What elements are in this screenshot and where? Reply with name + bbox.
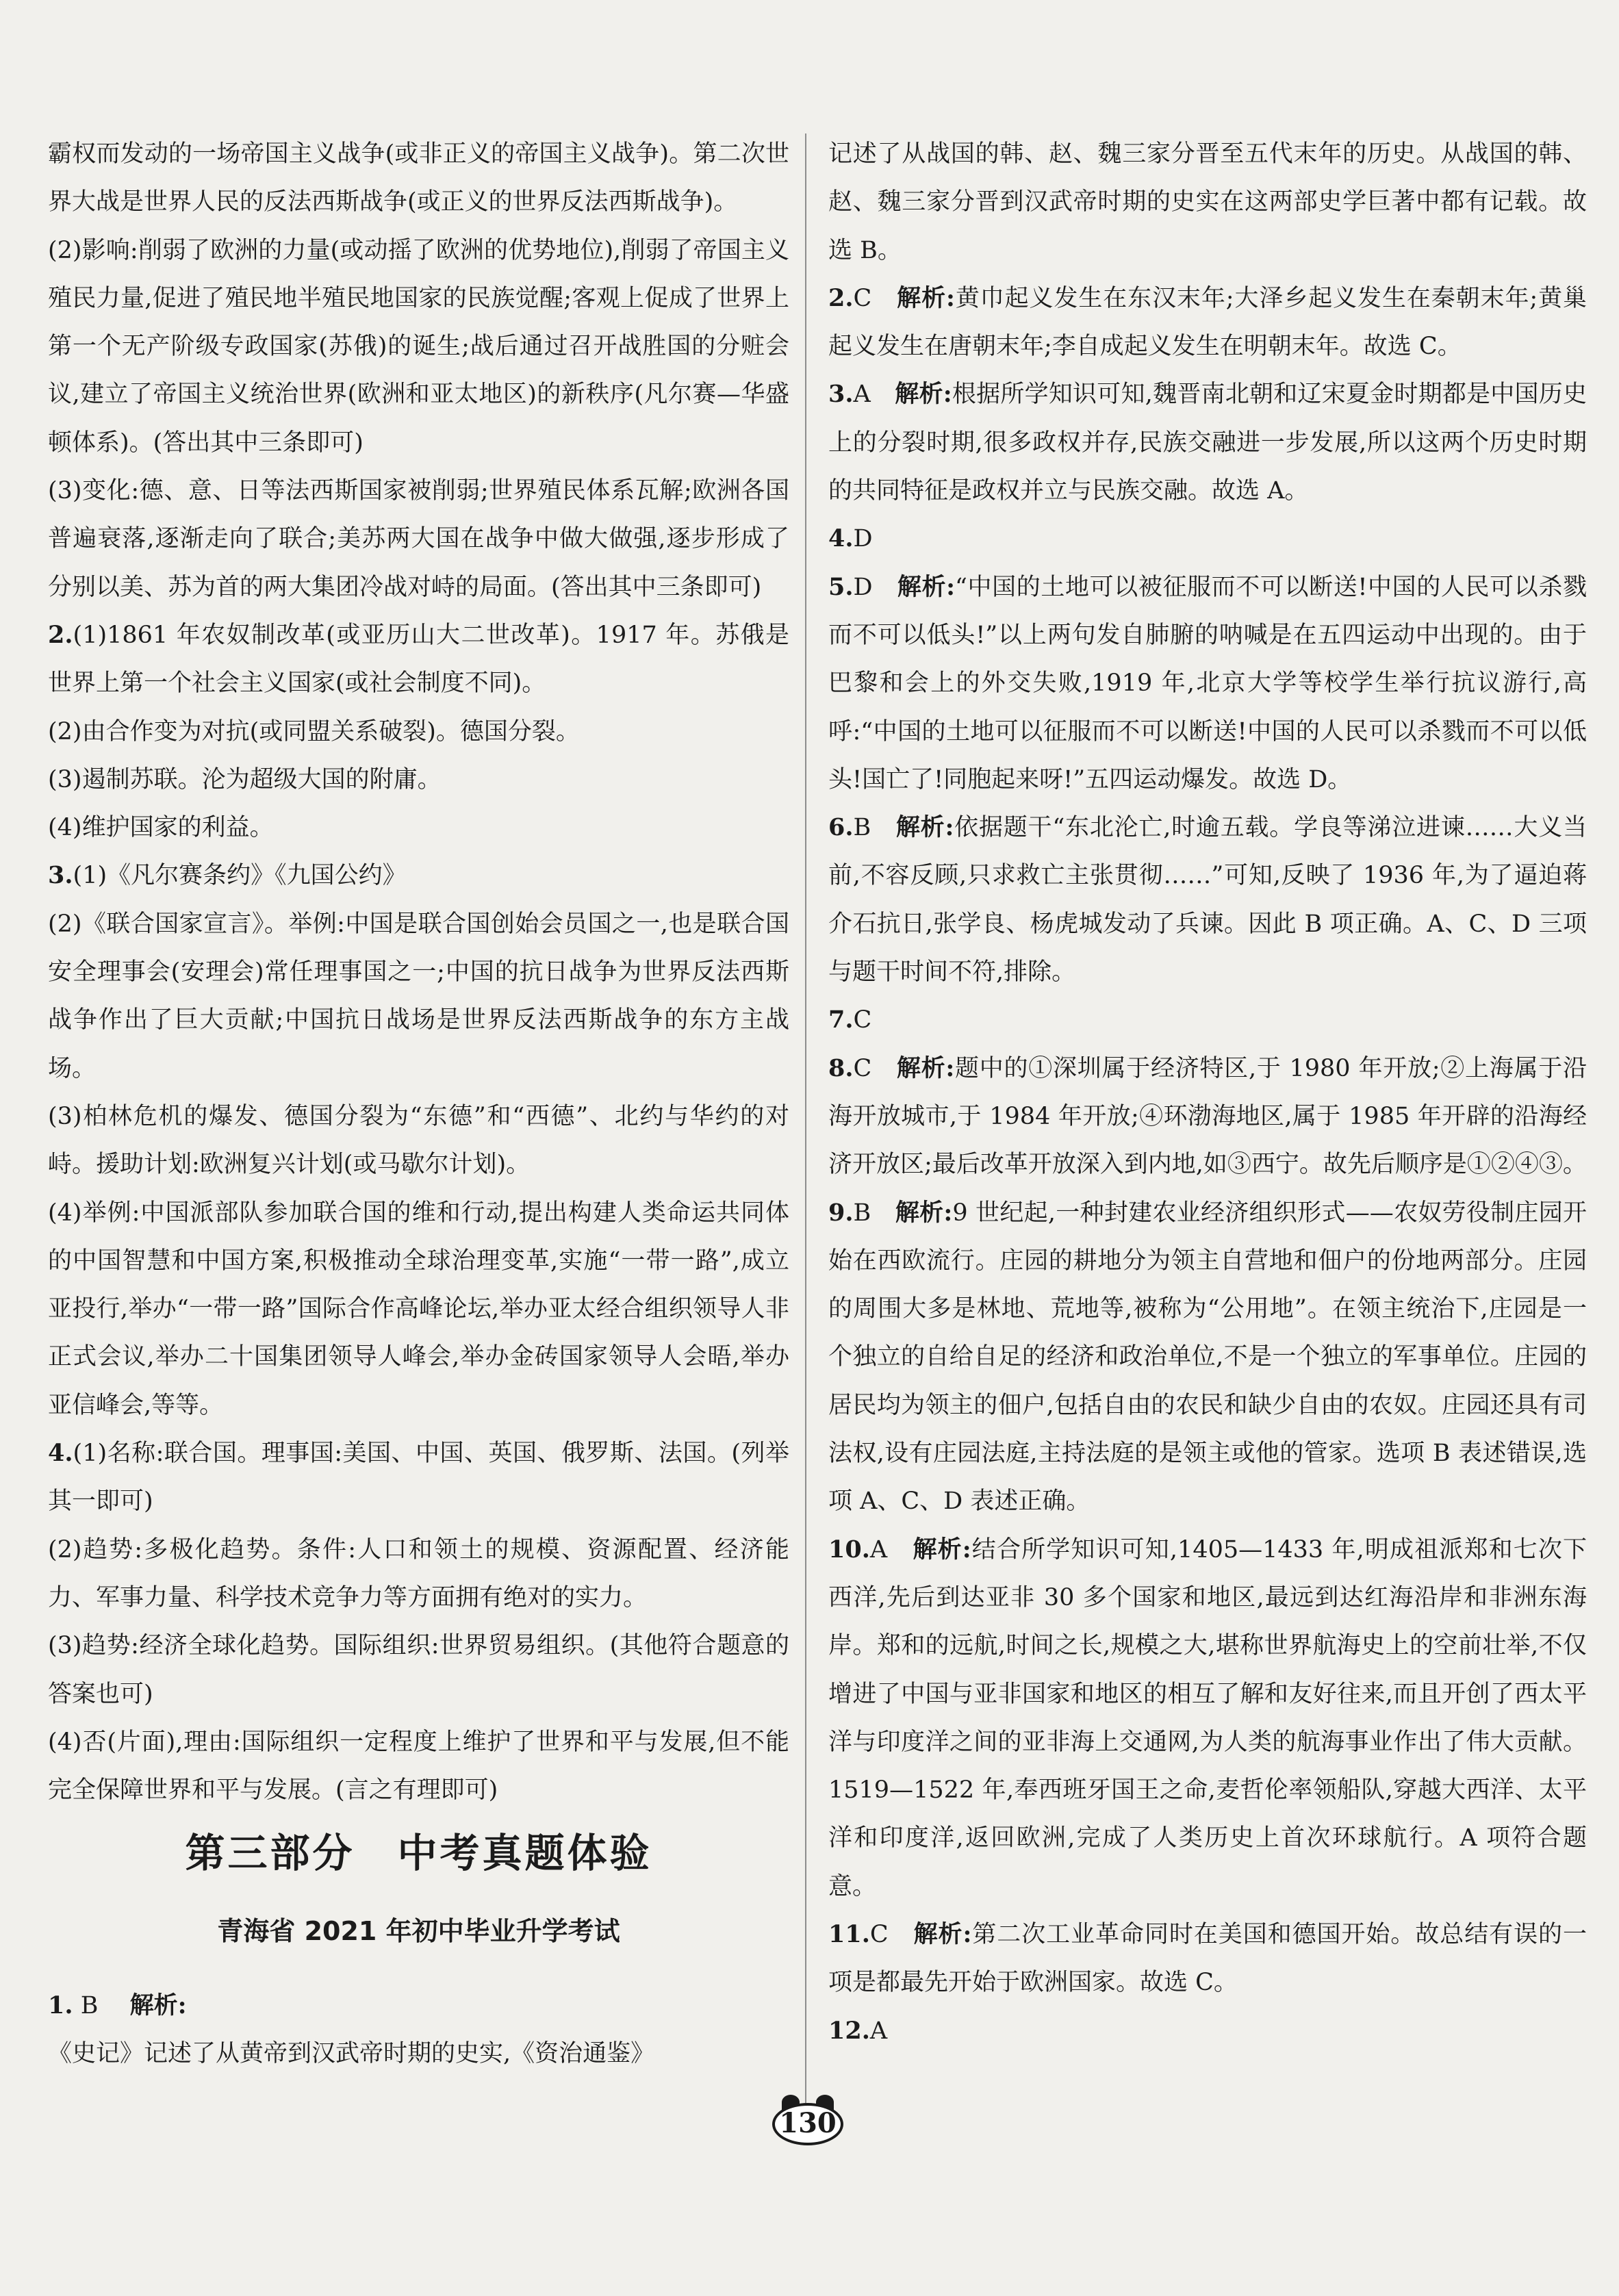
question-4 <box>48 1429 789 1814</box>
answer-item <box>828 1045 1587 1189</box>
question-2 <box>48 611 789 852</box>
answer-item <box>828 2007 1587 2055</box>
answer-choice: B <box>80 1992 99 2019</box>
intro-block <box>48 130 789 611</box>
analysis-label: 解析: <box>896 1054 955 1082</box>
answer-item <box>828 804 1587 996</box>
question-number: 2. <box>48 620 73 649</box>
answer-line: (1)《凡尔赛条约》《九国公约》 <box>73 862 407 890</box>
question-number: 3. <box>48 861 73 890</box>
analysis-text: 题中的①深圳属于经济特区,于 1980 年开放;②上海属于沿海开放城市,于 1984 年开放;④环渤海地区,属于 1985 年开辟的沿海经济开放区;最后改革开放深入到内地,如③西宁。故先后顺序是①②④③。 <box>828 1054 1587 1179</box>
exam-title: 青海省 2021 年初中毕业升学考试 <box>217 1916 620 1946</box>
answers-list <box>828 275 1587 2055</box>
page-number: 130 <box>779 2107 837 2139</box>
answer-choice: C <box>853 1054 872 1082</box>
answer-line: (3)遏制苏联。沦为超级大国的附庸。 <box>48 765 442 793</box>
question-number: 7. <box>828 1006 854 1034</box>
answer-item <box>828 1526 1587 1911</box>
answer-line: (1)名称:联合国。理事国:美国、中国、英国、俄罗斯、法国。(列举其一即可) <box>48 1440 789 1516</box>
analysis-label: 解析: <box>913 1535 971 1564</box>
page-number-badge <box>760 2095 856 2154</box>
question-number: 5. <box>828 572 854 601</box>
answer-line: (3)趋势:经济全球化趋势。国际组织:世界贸易组织。(其他符合题意的答案也可) <box>48 1632 789 1708</box>
answer-item <box>828 370 1587 515</box>
answer-line: (4)维护国家的利益。 <box>48 814 274 842</box>
analysis-label: 解析: <box>895 1198 953 1227</box>
question-number: 4. <box>48 1439 73 1468</box>
intro-line: (2)影响:削弱了欧洲的力量(或动摇了欧洲的优势地位),削弱了帝国主义殖民力量,促进了殖民地半殖民地国家的民族觉醒;客观上促成了世界上第一个无产阶级专政国家(苏俄)的诞生;战后通过召开战胜国的分赃会议,建立了帝国主义统治世界(欧洲和亚太地区)的新秩序(凡尔赛—华盛顿体系)。(答出其中三条即可) <box>48 236 789 457</box>
analysis-text: 《史记》记述了从黄帝到汉武帝时期的史实,《资治通鉴》 <box>48 2040 655 2067</box>
answer-choice: A <box>869 1535 888 1564</box>
analysis-text: “中国的土地可以被征服而不可以断送!中国的人民可以杀戮而不可以低头!”以上两句发自肺腑的呐喊是在五四运动中出现的。由于巴黎和会上的外交失败,1919 年,北京大学等校学生举行抗议游行,高呼:“中国的土地可以征服而不可以断送!中国的人民可以杀戮而不可以低头!国亡了!同胞起来呀!”五四运动爆发。故选 D。 <box>828 573 1587 793</box>
analysis-text: 依据题干“东北沦亡,时逾五载。学良等涕泣进谏……大义当前,不容反顾,只求救亡主张贯彻……”可知,反映了 1936 年,为了逼迫蒋介石抗日,张学良、杨虎城发动了兵谏。因此 B 项正确。A、C、D 三项与题干时间不符,排除。 <box>828 814 1587 986</box>
analysis-text: 根据所学知识可知,魏晋南北朝和辽宋夏金时期都是中国历史上的分裂时期,很多政权并存,民族交融进一步发展,所以这两个历史时期的共同特征是政权并立与民族交融。故选 A。 <box>828 381 1587 505</box>
analysis-label: 解析: <box>895 380 952 409</box>
analysis-text: 9 世纪起,一种封建农业经济组织形式——农奴劳役制庄园开始在西欧流行。庄园的耕地分为领主自营地和佃户的份地两部分。庄园的周围大多是林地、荒地等,被称为“公用地”。在领主统治下,庄园是一个独立的自给自足的经济和政治单位,不是一个独立的军事单位。庄园的居民均为领主的佃户,包括自由的农民和缺少自由的农奴。庄园还具有司法权,设有庄园法庭,主持法庭的是领主或他的管家。选项 B 表述错误,选项 A、C、D 表述正确。 <box>828 1199 1587 1516</box>
answer-choice: D <box>853 573 873 601</box>
analysis-label: 解析: <box>897 572 955 601</box>
answer-choice: C <box>853 284 872 312</box>
answer-line: (4)否(片面),理由:国际组织一定程度上维护了世界和平与发展,但不能完全保障世界和平与发展。(言之有理即可) <box>48 1728 789 1804</box>
answer-choice: A <box>869 2017 888 2045</box>
answer-item <box>828 515 1587 563</box>
question-number: 1. <box>48 1991 73 2019</box>
answer-item <box>828 996 1587 1044</box>
answer-line: (4)举例:中国派部队参加联合国的维和行动,提出构建人类命运共同体的中国智慧和中国方案,积极推动全球治理变革,实施“一带一路”,成立亚投行,举办“一带一路”国际合作高峰论坛,举办亚太经合组织领导人非正式会议,举办二十国集团领导人峰会,举办金砖国家领导人会晤,举办亚信峰会,等等。 <box>48 1199 789 1419</box>
analysis-label: 解析: <box>913 1919 972 1948</box>
answer-line: (3)柏林危机的爆发、德国分裂为“东德”和“西德”、北约与华约的对峙。援助计划:欧洲复兴计划(或马歇尔计划)。 <box>48 1102 789 1179</box>
analysis-label: 解析: <box>895 813 954 842</box>
question-number: 12. <box>828 2016 870 2045</box>
column-divider <box>805 133 806 2132</box>
answer-choice: A <box>853 381 871 409</box>
left-column <box>48 130 789 1814</box>
answer-line: (2)趋势:多极化趋势。条件:人口和领土的规模、资源配置、经济能力、军事力量、科学技术竞争力等方面拥有绝对的实力。 <box>48 1535 789 1611</box>
question-number: 3. <box>828 380 854 409</box>
answer-choice: B <box>853 814 871 842</box>
question-number: 9. <box>828 1198 854 1227</box>
answer-choice: C <box>853 1006 872 1034</box>
answer-choice: B <box>853 1199 871 1227</box>
question-number: 4. <box>828 524 854 553</box>
question-number: 6. <box>828 813 854 842</box>
analysis-label: 解析: <box>129 1991 187 2019</box>
right-column <box>828 130 1587 2055</box>
answer-choice: C <box>869 1920 889 1948</box>
answer-item <box>828 563 1587 804</box>
question-number: 2. <box>828 283 854 312</box>
intro-line: 霸权而发动的一场帝国主义战争(或非正义的帝国主义战争)。第二次世界大战是世界人民的反法西斯战争(或正义的世界反法西斯战争)。 <box>48 140 789 216</box>
answer-line: (2)《联合国家宣言》。举例:中国是联合国创始会员国之一,也是联合国安全理事会(安理会)常任理事国之一;中国的抗日战争为世界反法西斯战争作出了巨大贡献;中国抗日战场是世界反法西斯战争的东方主战场。 <box>48 910 789 1082</box>
analysis-text: 结合所学知识可知,1405—1433 年,明成祖派郑和七次下西洋,先后到达亚非 30 多个国家和地区,最远到达红海沿岸和非洲东海岸。郑和的远航,时间之长,规模之大,堪称世界航海史上的空前壮举,不仅增进了中国与亚非国家和地区的相互了解和友好往来,而且开创了西太平洋与印度洋之间的亚非海上交通网,为人类的航海事业作出了伟大贡献。1519—1522 年,奉西班牙国王之命,麦哲伦率领船队,穿越大西洋、太平洋和印度洋,返回欧洲,完成了人类历史上首次环球航行。A 项符合题意。 <box>828 1535 1587 1900</box>
answer-line: (1)1861 年农奴制改革(或亚历山大二世改革)。1917 年。苏俄是世界上第一个社会主义国家(或社会制度不同)。 <box>48 621 789 698</box>
answer-choice: D <box>853 525 873 553</box>
answer-1-continued: 记述了从战国的韩、赵、魏三家分晋至五代末年的历史。从战国的韩、赵、魏三家分晋到汉武帝时期的史实在这两部史学巨著中都有记载。故选 B。 <box>828 140 1587 264</box>
question-number: 10. <box>828 1535 870 1564</box>
question-number: 8. <box>828 1054 854 1082</box>
answer-item <box>828 1189 1587 1526</box>
question-number: 11. <box>828 1919 870 1948</box>
answer-item <box>828 1911 1587 2007</box>
intro-line: (3)变化:德、意、日等法西斯国家被削弱;世界殖民体系瓦解;欧洲各国普遍衰落,逐渐走向了联合;美苏两大国在战争中做大做强,逐步形成了分别以美、苏为首的两大集团冷战对峙的局面。(答出其中三条即可) <box>48 477 789 601</box>
question-3 <box>48 852 789 1429</box>
analysis-label: 解析: <box>897 283 955 312</box>
answer-1 <box>48 1982 789 2078</box>
answer-line: (2)由合作变为对抗(或同盟关系破裂)。德国分裂。 <box>48 717 580 745</box>
analysis-text: 第二次工业革命同时在美国和德国开始。故总结有误的一项是都最先开始于欧洲国家。故选 C。 <box>828 1920 1587 1997</box>
answer-item <box>828 275 1587 371</box>
analysis-text: 黄巾起义发生在东汉末年;大泽乡起义发生在秦朝末年;黄巢起义发生在唐朝末年;李自成起义发生在明朝末年。故选 C。 <box>828 284 1588 361</box>
section-title: 第三部分 中考真题体验 <box>185 1830 652 1876</box>
